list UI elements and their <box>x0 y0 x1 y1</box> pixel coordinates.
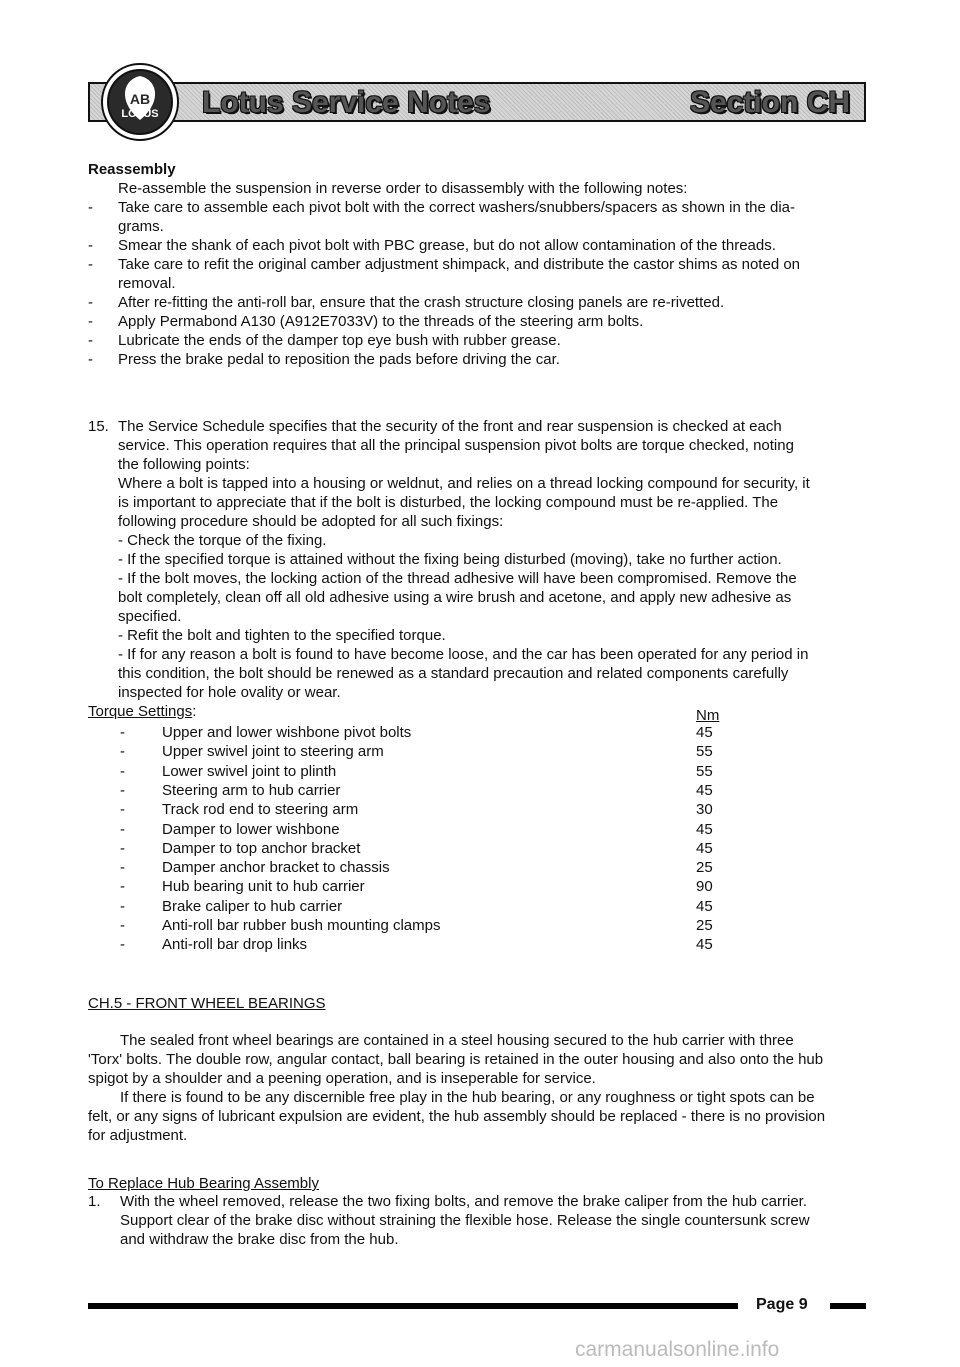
torque-value: 45 <box>696 724 713 741</box>
svg-text:AB: AB <box>129 91 151 107</box>
torque-dash: - <box>120 878 125 896</box>
torque-unit: Nm <box>696 707 720 724</box>
torque-label: Damper to lower wishbone <box>162 820 340 838</box>
torque-value: 45 <box>696 839 713 857</box>
torque-row <box>120 916 720 935</box>
torque-dash: - <box>120 762 125 780</box>
torque-dash: - <box>120 724 125 741</box>
torque-value: 45 <box>696 781 713 799</box>
step-15-line: - If the specified torque is attained without the fixing being disturbed (moving), take no further action. <box>118 551 782 568</box>
torque-label: Anti-roll bar rubber bush mounting clamps <box>162 917 441 934</box>
torque-value: 90 <box>696 878 713 896</box>
torque-dash: - <box>120 743 125 761</box>
header-title: Lotus Service Notes <box>202 86 491 119</box>
step-15-line: this condition, the bolt should be renewed as a standard precaution and related components carefully <box>118 665 789 682</box>
torque-row <box>120 858 720 877</box>
ch5-line: 'Torx' bolts. The double row, angular contact, ball bearing is retained in the outer housing and also onto the hub <box>88 1051 824 1068</box>
torque-row <box>120 723 720 742</box>
logo-text: LOTUS <box>121 108 159 120</box>
page-number: Page 9 <box>756 1296 808 1313</box>
bullet-dash: - <box>88 351 93 368</box>
torque-dash: - <box>120 801 125 819</box>
torque-label: Upper swivel joint to steering arm <box>162 743 384 761</box>
torque-label: Anti-roll bar drop links <box>162 936 308 954</box>
replace-line: With the wheel removed, release the two fixing bolts, and remove the brake caliper from the hub carrier. <box>120 1193 808 1210</box>
torque-heading-text: Torque Settings <box>88 703 193 720</box>
step-15-line: bolt completely, clean off all old adhesive using a wire brush and acetone, and apply new adhesive as <box>118 589 792 606</box>
torque-label: Steering arm to hub carrier <box>162 781 341 799</box>
torque-row <box>120 877 720 896</box>
torque-value: 55 <box>696 762 713 780</box>
ch5-line: for adjustment. <box>88 1127 188 1144</box>
ch5-line: If there is found to be any discernible free play in the hub bearing, or any roughness or tight spots can be <box>120 1089 815 1106</box>
torque-label: Track rod end to steering arm <box>162 801 359 819</box>
lotus-logo-icon <box>100 62 180 142</box>
reassembly-intro: Re-assemble the suspension in reverse order to disassembly with the following notes: <box>118 180 688 197</box>
bullet-dash: - <box>88 294 93 311</box>
torque-row <box>120 897 720 916</box>
step-15-line: - Check the torque of the fixing. <box>118 532 327 549</box>
step-15-line: the following points: <box>118 456 250 473</box>
reassembly-heading: Reassembly <box>88 161 176 178</box>
bullet-dash: - <box>88 313 93 330</box>
step-15-line: - Refit the bolt and tighten to the specified torque. <box>118 627 446 644</box>
bullet-line: Apply Permabond A130 (A912E7033V) to the threads of the steering arm bolts. <box>118 313 644 330</box>
bullet-line: After re-fitting the anti-roll bar, ensure that the crash structure closing panels are re-rivetted. <box>118 294 725 311</box>
ch5-heading: CH.5 - FRONT WHEEL BEARINGS <box>88 995 326 1012</box>
bullet-dash: - <box>88 332 93 349</box>
bullet-line: Take care to assemble each pivot bolt with the correct washers/snubbers/spacers as shown in the dia- <box>118 199 796 216</box>
torque-value: 30 <box>696 801 713 819</box>
torque-value: 45 <box>696 936 713 954</box>
replace-heading: To Replace Hub Bearing Assembly <box>88 1175 319 1192</box>
torque-row <box>120 742 720 761</box>
torque-dash: - <box>120 781 125 799</box>
torque-value: 55 <box>696 743 713 761</box>
replace-step-number: 1. <box>88 1193 101 1210</box>
watermark: carmanualsonline.info <box>575 1338 780 1361</box>
bullet-dash: - <box>88 237 93 254</box>
torque-label: Damper anchor bracket to chassis <box>162 859 390 877</box>
torque-row <box>120 935 720 954</box>
bullet-line: Lubricate the ends of the damper top eye bush with rubber grease. <box>118 332 561 349</box>
ch5-line: spigot by a shoulder and a peening operation, and is inseperable for service. <box>88 1070 596 1087</box>
torque-row <box>120 839 720 858</box>
step-15-line: The Service Schedule specifies that the security of the front and rear suspension is checked at each <box>118 418 782 435</box>
header-banner <box>88 82 866 122</box>
torque-row <box>120 762 720 781</box>
step-15-line: - If the bolt moves, the locking action of the thread adhesive will have been compromised. Remove the <box>118 570 797 587</box>
torque-dash: - <box>120 859 125 877</box>
step-15-line: specified. <box>118 608 182 625</box>
replace-line: and withdraw the brake disc from the hub. <box>120 1231 399 1248</box>
torque-value: 45 <box>696 897 713 915</box>
torque-dash: - <box>120 839 125 857</box>
torque-dash: - <box>120 897 125 915</box>
ch5-line: felt, or any signs of lubricant expulsion are evident, the hub assembly should be replaced - there is no provision <box>88 1108 826 1125</box>
bullet-line: Smear the shank of each pivot bolt with PBC grease, but do not allow contamination of the threads. <box>118 237 776 254</box>
torque-row <box>120 781 720 800</box>
step-15-line: following procedure should be adopted for all such fixings: <box>118 513 504 530</box>
bullet-line: Take care to refit the original camber adjustment shimpack, and distribute the castor shims as noted on <box>118 256 801 273</box>
torque-value: 25 <box>696 917 713 934</box>
torque-row <box>120 800 720 819</box>
ch5-line: The sealed front wheel bearings are contained in a steel housing secured to the hub carrier with three <box>120 1032 794 1049</box>
step-15-line: is important to appreciate that if the bolt is disturbed, the locking compound must be re-applied. The <box>118 494 779 511</box>
footer-rule <box>88 1303 738 1309</box>
footer-rule-end <box>830 1303 866 1309</box>
step-15-line: - If for any reason a bolt is found to have become loose, and the car has been operated for any period in <box>118 646 809 663</box>
torque-dash: - <box>120 917 125 934</box>
torque-dash: - <box>120 820 125 838</box>
torque-label: Brake caliper to hub carrier <box>162 897 343 915</box>
torque-dash: - <box>120 936 125 954</box>
bullet-dash: - <box>88 256 93 273</box>
bullet-dash: - <box>88 199 93 216</box>
bullet-line: grams. <box>118 218 164 235</box>
step-15-number: 15. <box>88 418 109 435</box>
torque-heading-colon: : <box>192 703 197 720</box>
bullet-line: removal. <box>118 275 176 292</box>
step-15-line: service. This operation requires that all the principal suspension pivot bolts are torque checked, noting <box>118 437 794 454</box>
torque-value: 45 <box>696 820 713 838</box>
torque-label: Hub bearing unit to hub carrier <box>162 878 365 896</box>
bullet-line: Press the brake pedal to reposition the pads before driving the car. <box>118 351 560 368</box>
torque-row <box>120 820 720 839</box>
step-15-line: Where a bolt is tapped into a housing or weldnut, and relies on a thread locking compound for security, it <box>118 475 810 492</box>
torque-value: 25 <box>696 859 713 877</box>
step-15-line: inspected for hole ovality or wear. <box>118 684 341 701</box>
replace-line: Support clear of the brake disc without straining the flexible hose. Release the single countersunk screw <box>120 1212 810 1229</box>
torque-label: Lower swivel joint to plinth <box>162 762 337 780</box>
header-section: Section CH <box>689 86 850 119</box>
torque-label: Upper and lower wishbone pivot bolts <box>162 724 412 741</box>
torque-heading <box>88 702 196 721</box>
torque-label: Damper to top anchor bracket <box>162 839 361 857</box>
